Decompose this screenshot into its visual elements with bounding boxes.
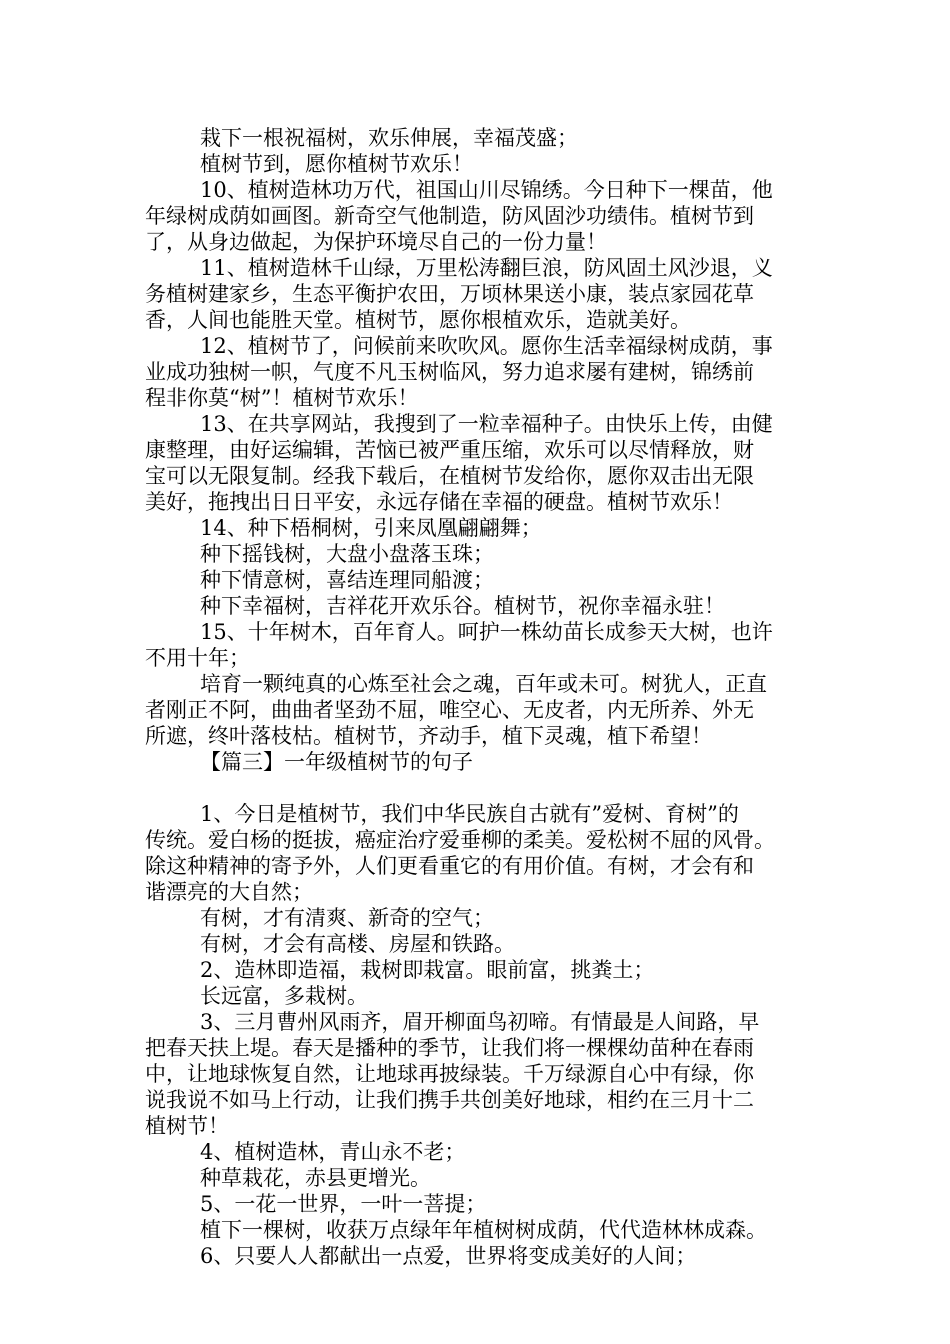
text-line: 植树节到，愿你植树节欢乐！ (200, 152, 473, 176)
text-line: 11、植树造林千山绿，万里松涛翻巨浪，防风固土风沙退，义 (200, 256, 773, 280)
text-line: 种草栽花，赤县更增光。 (200, 1166, 431, 1190)
text-line: 14、种下梧桐树，引来凤凰翩翩舞； (200, 516, 542, 540)
text-line: 中，让地球恢复自然，让地球再披绿装。千万绿源自心中有绿，你 (145, 1062, 754, 1086)
text-line: 者刚正不阿，曲曲者坚劲不屈，唯空心、无皮者，内无所养、外无 (145, 698, 754, 722)
text-line: 业成功独树一帜，气度不凡玉树临风，努力追求屡有建树，锦绣前 (145, 360, 754, 384)
text-line: 程非你莫“树”！植树节欢乐！ (145, 386, 419, 410)
text-line: 所遮，终叶落枝枯。植树节，齐动手，植下灵魂，植下希望！ (145, 724, 712, 748)
text-line: 种下情意树，喜结连理同船渡； (200, 568, 494, 592)
text-line: 1、今日是植树节，我们中华民族自古就有”爱树、育树”的 (200, 802, 739, 826)
text-line: 种下摇钱树，大盘小盘落玉珠； (200, 542, 494, 566)
text-line: 传统。爱白杨的挺拔，癌症治疗爱垂柳的柔美。爱松树不屈的风骨。 (145, 828, 775, 852)
text-line: 年绿树成荫如画图。新奇空气他制造，防风固沙功绩伟。植树节到 (145, 204, 754, 228)
text-line: 不用十年； (145, 646, 250, 670)
text-line: 植下一棵树，收获万点绿年年植树树成荫，代代造林林成森。 (200, 1218, 767, 1242)
text-line: 除这种精神的寄予外，人们更看重它的有用价值。有树，才会有和 (145, 854, 754, 878)
text-line: 美好，拖拽出日日平安，永远存储在幸福的硬盘。植树节欢乐！ (145, 490, 733, 514)
text-line: 说我说不如马上行动，让我们携手共创美好地球，相约在三月十二 (145, 1088, 754, 1112)
text-line: 15、十年树木，百年育人。呵护一株幼苗长成参天大树，也许 (200, 620, 773, 644)
text-line: 5、一花一世界，一叶一菩提； (200, 1192, 487, 1216)
text-line: 长远富，多栽树。 (200, 984, 368, 1008)
text-line: 2、造林即造福，栽树即栽富。眼前富，挑粪土； (200, 958, 655, 982)
text-line: 了，从身边做起，为保护环境尽自己的一份力量！ (145, 230, 607, 254)
text-line: 培育一颗纯真的心炼至社会之魂，百年或未可。树犹人，正直 (200, 672, 767, 696)
text-line: 有树，才会有高楼、房屋和铁路。 (200, 932, 515, 956)
section-heading: 【篇三】一年级植树节的句子 (200, 750, 473, 774)
text-line: 种下幸福树，吉祥花开欢乐谷。植树节，祝你幸福永驻！ (200, 594, 725, 618)
text-line: 谐漂亮的大自然； (145, 880, 313, 904)
text-line: 4、植树造林，青山永不老； (200, 1140, 466, 1164)
text-line: 香，人间也能胜天堂。植树节，愿你根植欢乐，造就美好。 (145, 308, 691, 332)
text-line: 康整理，由好运编辑，苦恼已被严重压缩，欢乐可以尽情释放，财 (145, 438, 754, 462)
text-line: 有树，才有清爽、新奇的空气； (200, 906, 494, 930)
text-line: 植树节！ (145, 1114, 229, 1138)
text-line: 12、植树节了，问候前来吹吹风。愿你生活幸福绿树成荫，事 (200, 334, 773, 358)
text-line: 栽下一根祝福树，欢乐伸展，幸福茂盛； (200, 126, 578, 150)
text-line: 6、只要人人都献出一点爱，世界将变成美好的人间； (200, 1244, 697, 1268)
text-line: 13、在共享网站，我搜到了一粒幸福种子。由快乐上传，由健 (200, 412, 773, 436)
text-line: 把春天扶上堤。春天是播种的季节，让我们将一棵棵幼苗种在春雨 (145, 1036, 754, 1060)
text-line: 务植树建家乡，生态平衡护农田，万顷林果送小康，装点家园花草 (145, 282, 754, 306)
text-line: 3、三月曹州风雨齐，眉开柳面鸟初啼。有情最是人间路，早 (200, 1010, 760, 1034)
text-line: 宝可以无限复制。经我下载后，在植树节发给你，愿你双击出无限 (145, 464, 754, 488)
text-line: 10、植树造林功万代，祖国山川尽锦绣。今日种下一棵苗，他 (200, 178, 773, 202)
